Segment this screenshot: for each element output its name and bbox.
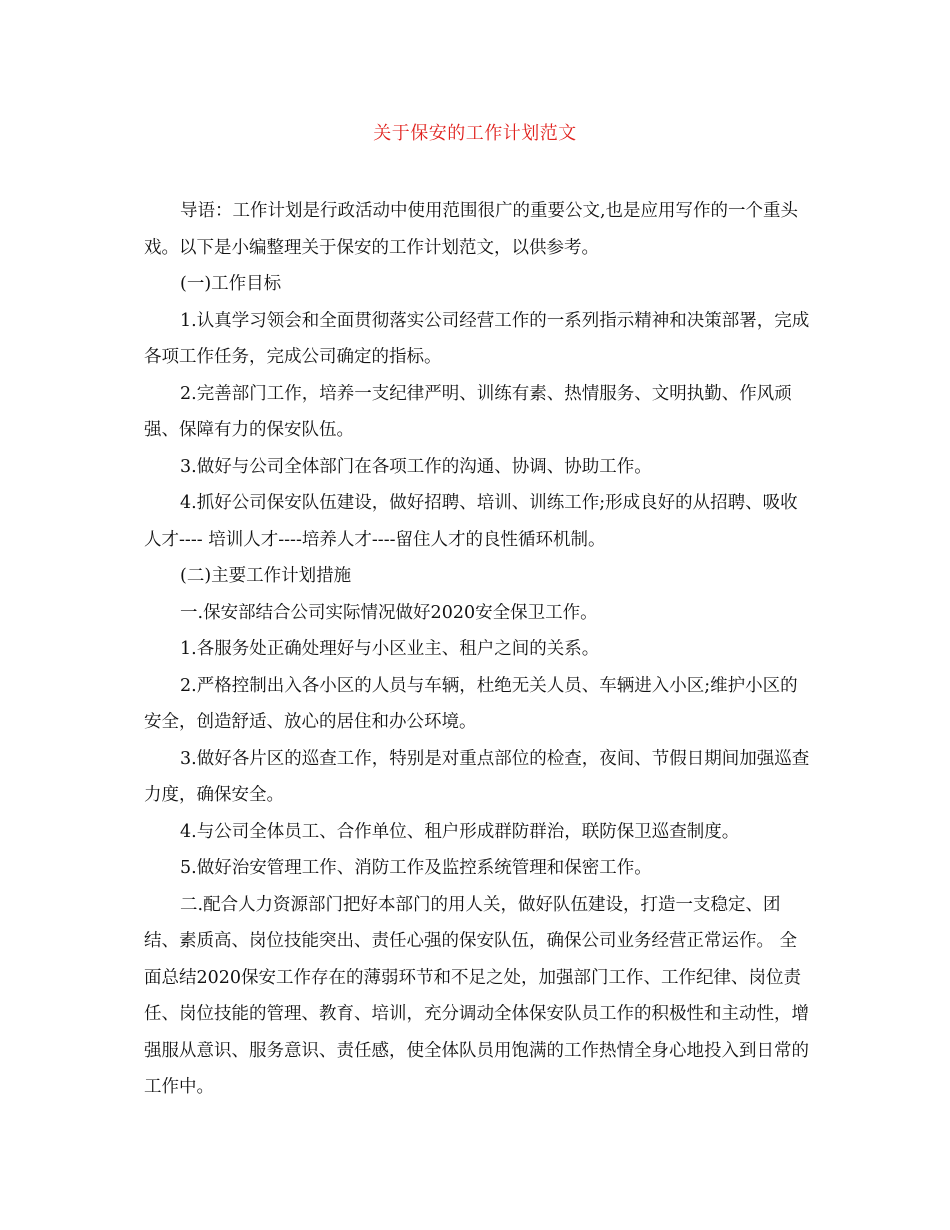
- measure-item-2: 2.严格控制出入各小区的人员与车辆，杜绝无关人员、车辆进入小区;维护小区的安全，创造舒适、放心的居住和办公环境。: [144, 675, 798, 732]
- measure-heading-2: 二.配合人力资源部门把好本部门的用人关，做好队伍建设，打造一支稳定、团结、素质高、岗位技能突出、责任心强的保安队伍，确保公司业务经营正常运作。 全面总结2020保安工作存在的薄弱环节和不足之处，加强部门工作、工作纪律、岗位责任、岗位技能的管理、教育、培训，充分调动全体保安队员工作的积极性和主动性，增强服从意识、服务意识、责任感，使全体队员用饱满的工作热情全身心地投入到日常的工作中。: [144, 894, 809, 1097]
- document-body: [144, 193, 812, 1106]
- measure-item-4: 4.与公司全体员工、合作单位、租户形成群防群治，联防保卫巡查制度。: [180, 821, 740, 842]
- section-heading-measures: (二)主要工作计划措施: [180, 566, 352, 586]
- measure-item-1: 1.各服务处正确处理好与小区业主、租户之间的关系。: [180, 639, 600, 659]
- goal-item-4: 4.抓好公司保安队伍建设，做好招聘、培训、训练工作;形成良好的从招聘、吸收人才---- 培训人才----培养人才----留住人才的良性循环机制。: [144, 493, 798, 550]
- measure-item-3: 3.做好各片区的巡查工作，特别是对重点部位的检查，夜间、节假日期间加强巡查力度，确保安全。: [144, 748, 810, 805]
- document-title: 关于保安的工作计划范文: [373, 123, 577, 144]
- goal-item-3: 3.做好与公司全体部门在各项工作的沟通、协调、协助工作。: [180, 456, 652, 477]
- intro-paragraph: 导语：工作计划是行政活动中使用范围很广的重要公文,也是应用写作的一个重头戏。以下是小编整理关于保安的工作计划范文，以供参考。: [144, 201, 799, 258]
- section-heading-goals: (一)工作目标: [180, 274, 282, 294]
- measure-heading-1: 一.保安部结合公司实际情况做好2020安全保卫工作。: [180, 602, 598, 623]
- goal-item-1: 1.认真学习领会和全面贯彻落实公司经营工作的一系列指示精神和决策部署，完成各项工作任务，完成公司确定的指标。: [144, 310, 810, 367]
- goal-item-2: 2.完善部门工作，培养一支纪律严明、训练有素、热情服务、文明执勤、作风顽强、保障有力的保安队伍。: [144, 383, 792, 440]
- measure-item-5: 5.做好治安管理工作、消防工作及监控系统管理和保密工作。: [180, 858, 652, 878]
